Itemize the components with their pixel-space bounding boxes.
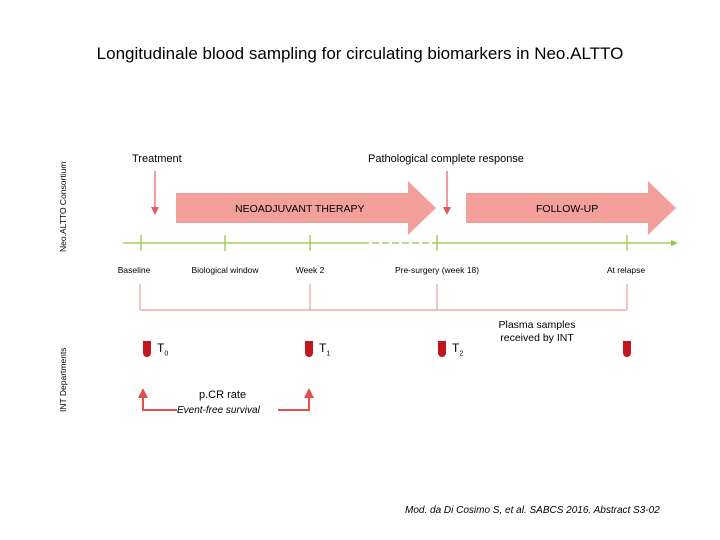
reference-citation: Mod. da Di Cosimo S, et al. SABCS 2016. Abstract S3-02 [405,505,660,516]
pcr-rate-label: p.CR rate [199,389,247,401]
neoadjuvant-label: NEOADJUVANT THERAPY [235,203,365,215]
timeline-label-window: Biological window [191,265,259,275]
outcome-arrow-left [143,397,177,410]
timepoint-t0: $T_0$ [157,341,169,358]
treatment-down-arrow [151,171,159,215]
pcr-label: Pathological complete response [368,153,524,165]
tube-t0 [143,341,151,357]
timeline-label-baseline: Baseline [117,265,151,275]
plasma-note: Plasma samples received by INT [498,319,576,344]
tube-t1 [305,341,313,357]
outcome-arrow-left-head [138,388,148,398]
tube-relapse [623,341,631,357]
pcr-down-arrow [443,171,451,215]
tube-t2 [438,341,446,357]
outcome-arrow-right-head [304,388,314,398]
efs-label: Event-free survival [177,405,260,416]
page-title: Longitudinale blood sampling for circulating biomarkers in Neo.ALTTO [96,44,624,63]
green-timeline [123,235,678,251]
timeline-label-presurgery: Pre-surgery (week 18) [394,265,480,275]
outcome-arrow-right [278,397,309,410]
timeline-label-week2: Week 2 [295,265,325,275]
treatment-label: Treatment [132,153,182,165]
sample-bracket [140,284,627,310]
timeline-label-relapse: At relapse [606,265,646,275]
timepoint-t2: $T_2$ [452,341,464,358]
timepoint-t1: $T_1$ [319,341,331,358]
followup-label: FOLLOW-UP [536,203,599,215]
side-label-int: INT Departments [58,347,68,412]
side-label-consortium: Neo.ALTTO Consortium [58,161,68,252]
